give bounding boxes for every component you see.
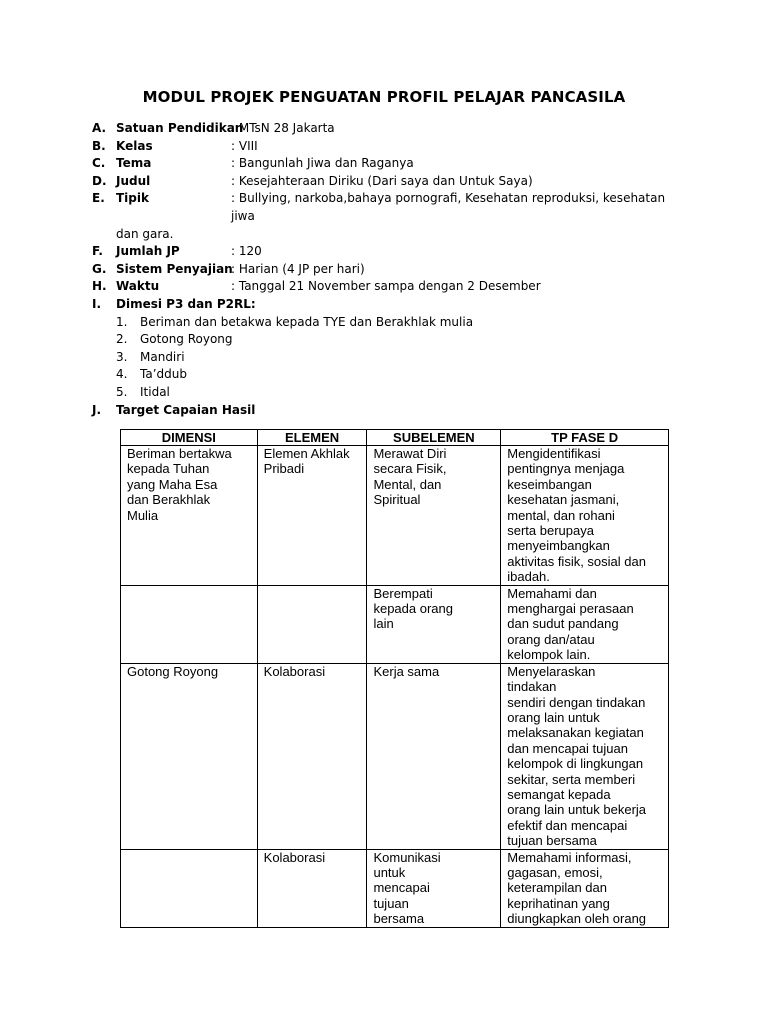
achievement-target-table (120, 429, 669, 928)
info-label: Tipik (116, 191, 149, 206)
module-info-list (92, 120, 692, 419)
cell-subelemen: Berempati kepada orang lain (367, 585, 501, 663)
table-row (121, 446, 669, 586)
info-value: : Tanggal 21 November sampa dengan 2 Desember (231, 279, 541, 294)
info-row-sistem-penyajian (92, 261, 692, 279)
table-row (121, 849, 669, 927)
cell-tp-fase-d: Menyelaraskan tindakan sendiri dengan tindakan orang lain untuk melaksanakan kegiatan dan mencapai tujuan kelompok di lingkungan sekitar, serta memberi semangat kepada orang lain untuk bekerja efektif dan mencapai tujuan bersama (501, 663, 669, 849)
list-text: Ta’ddub (140, 367, 187, 382)
info-label: Waktu (116, 279, 160, 294)
info-value: : MTsN 28 Jakarta (231, 121, 335, 135)
info-value: : VIII (231, 138, 258, 153)
cell-tp-fase-d: Memahami dan menghargai perasaan dan sudut pandang orang dan/atau kelompok lain. (501, 585, 669, 663)
list-item (116, 384, 692, 402)
cell-elemen (257, 585, 367, 663)
list-item (116, 349, 692, 367)
info-label: Dimesi P3 dan P2RL: (116, 296, 256, 311)
info-value: : Bangunlah Jiwa dan Raganya (231, 156, 414, 171)
info-letter: C. (92, 156, 106, 171)
info-label: Sistem Penyajian (116, 261, 233, 276)
list-text: Beriman dan betakwa kepada TYE dan Berakhlak mulia (140, 314, 474, 329)
info-letter: J. (92, 402, 102, 417)
list-number: 2. (116, 332, 128, 347)
table-row (121, 663, 669, 849)
info-row-jumlah-jp (92, 243, 692, 261)
info-row-satuan (92, 120, 692, 138)
list-number: 4. (116, 367, 128, 382)
list-text: Mandiri (140, 349, 185, 364)
info-row-waktu (92, 278, 692, 296)
info-letter: A. (92, 121, 107, 135)
list-item (116, 366, 692, 384)
info-row-kelas (92, 138, 692, 156)
info-letter: D. (92, 173, 107, 188)
info-label: Kelas (116, 138, 153, 153)
info-label: Judul (116, 173, 151, 188)
info-letter: E. (92, 191, 105, 206)
cell-dimensi (121, 585, 258, 663)
list-number: 3. (116, 349, 128, 364)
cell-tp-fase-d: Mengidentifikasi pentingnya menjaga keseimbangan kesehatan jasmani, mental, dan rohani serta berupaya menyeimbangkan aktivitas fisik, sosial dan ibadah. (501, 446, 669, 586)
column-header-elemen: ELEMEN (257, 430, 367, 446)
info-label: Tema (116, 156, 152, 171)
table-header-row (121, 430, 669, 446)
info-letter: F. (92, 244, 103, 259)
cell-dimensi (121, 849, 258, 927)
cell-elemen: Kolaborasi (257, 849, 367, 927)
cell-subelemen: Komunikasi untuk mencapai tujuan bersama (367, 849, 501, 927)
info-row-tipik (92, 190, 692, 243)
cell-dimensi: Beriman bertakwa kepada Tuhan yang Maha Esa dan Berakhlak Mulia (121, 446, 258, 586)
info-row-tema (92, 155, 692, 173)
list-number: 5. (116, 384, 128, 399)
info-letter: B. (92, 138, 106, 153)
info-letter: H. (92, 279, 107, 294)
list-number: 1. (116, 314, 128, 329)
info-label: Satuan Pendidikan (116, 121, 244, 135)
list-text: Itidal (140, 384, 170, 399)
info-row-judul (92, 173, 692, 191)
info-label: Jumlah JP (116, 244, 180, 259)
info-value: : Harian (4 JP per hari) (231, 261, 365, 276)
info-letter: I. (92, 296, 102, 311)
info-value-continuation: dan gara. (116, 226, 174, 241)
cell-elemen: Elemen Akhlak Pribadi (257, 446, 367, 586)
document-title: MODUL PROJEK PENGUATAN PROFIL PELAJAR PANCASILA (142, 88, 626, 106)
cell-subelemen: Kerja sama (367, 663, 501, 849)
info-letter: G. (92, 261, 107, 276)
cell-tp-fase-d: Memahami informasi, gagasan, emosi, keterampilan dan keprihatinan yang diungkapkan oleh orang (501, 849, 669, 927)
info-row-target (92, 402, 692, 420)
list-item (116, 331, 692, 349)
cell-dimensi: Gotong Royong (121, 663, 258, 849)
column-header-dimensi: DIMENSI (121, 430, 258, 446)
info-value: : Kesejahteraan Diriku (Dari saya dan Untuk Saya) (231, 173, 533, 188)
table-row (121, 585, 669, 663)
info-value: : Bullying, narkoba,bahaya pornografi, Kesehatan reproduksi, kesehatan jiwa (231, 191, 666, 223)
column-header-tp-fase-d: TP FASE D (501, 430, 669, 446)
column-header-subelemen: SUBELEMEN (367, 430, 501, 446)
cell-subelemen: Merawat Diri secara Fisik, Mental, dan Spiritual (367, 446, 501, 586)
dimension-list (92, 314, 692, 402)
list-text: Gotong Royong (140, 332, 233, 347)
list-item (116, 314, 692, 332)
info-row-dimensi (92, 296, 692, 314)
cell-elemen: Kolaborasi (257, 663, 367, 849)
info-label: Target Capaian Hasil (116, 402, 256, 417)
info-value: : 120 (231, 244, 262, 259)
